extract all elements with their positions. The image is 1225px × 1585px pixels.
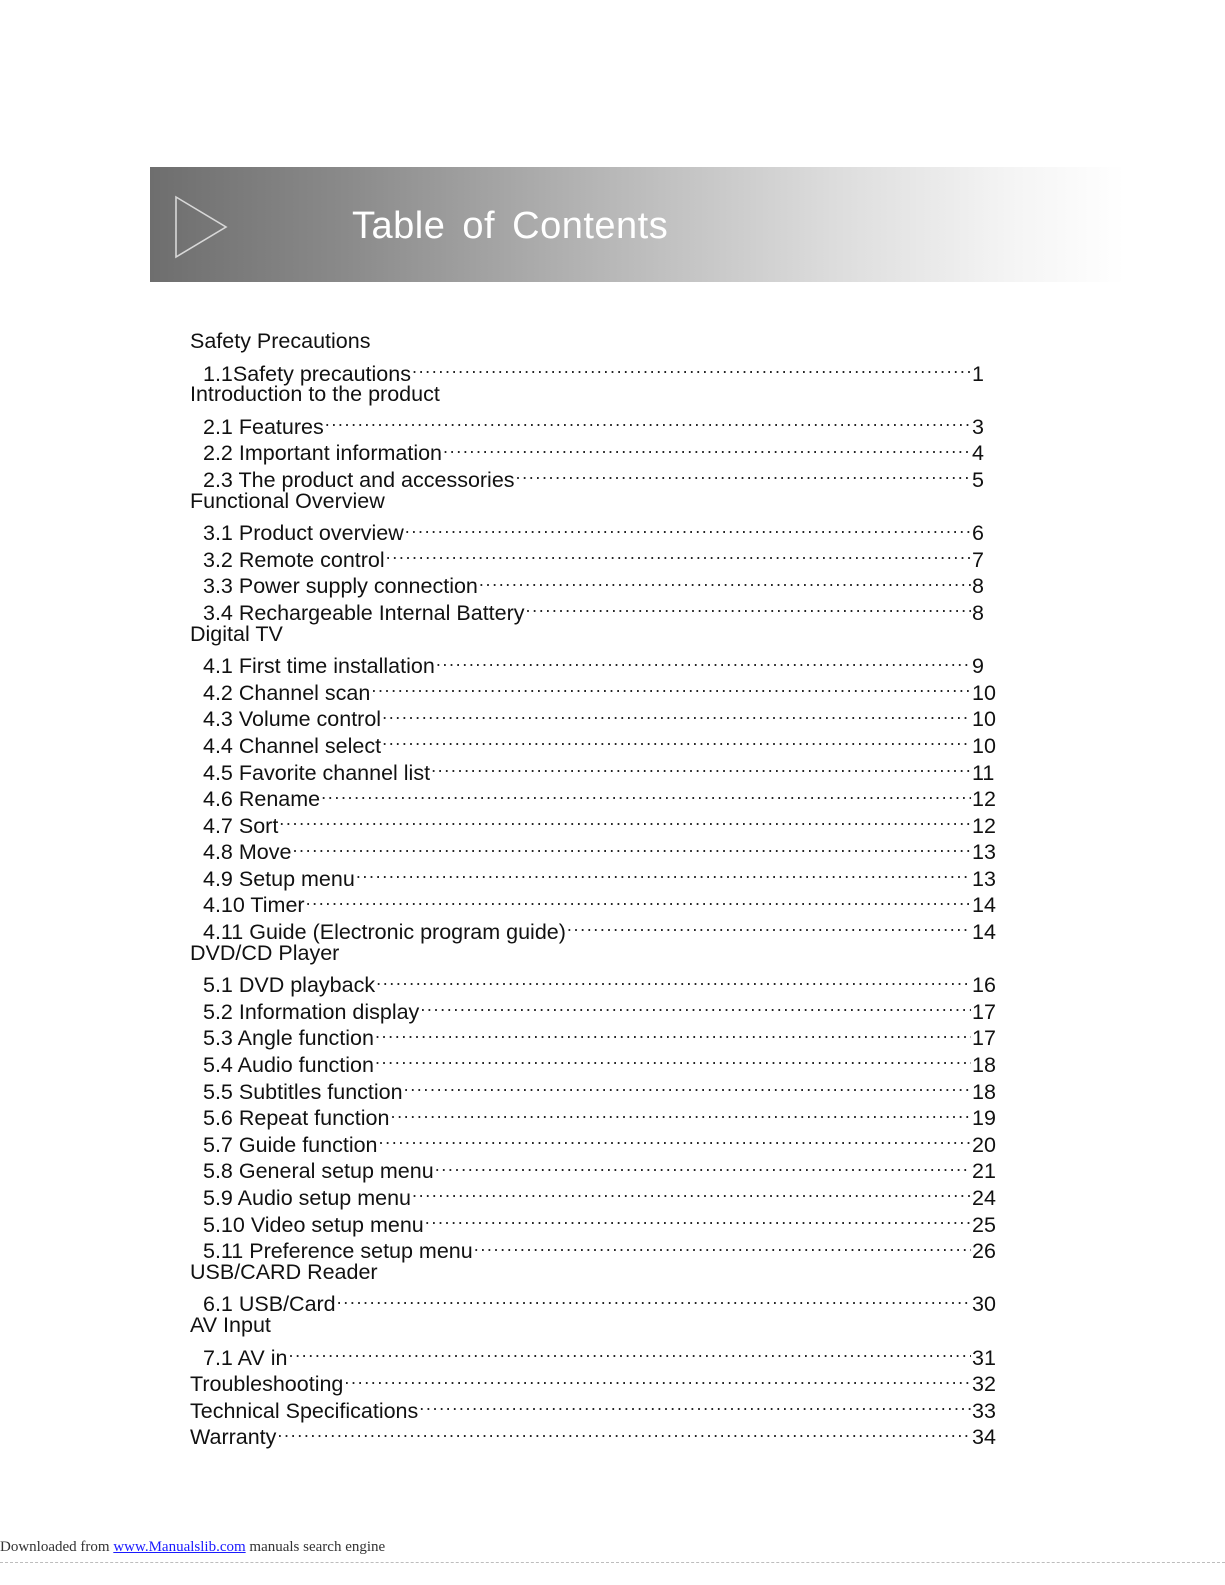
toc-page-number: 18 (972, 1079, 996, 1104)
toc-entry-label: 4.5 Favorite channel list (203, 760, 431, 785)
toc-page-number: 30 (972, 1292, 996, 1317)
dot-leader (375, 1046, 971, 1072)
toc-page-number: 10 (972, 680, 996, 705)
toc-page-number: 14 (972, 893, 996, 918)
toc-entry-label: 7.1 AV in (203, 1345, 288, 1370)
dot-leader (376, 966, 971, 992)
toc-page-number: 34 (972, 1425, 996, 1450)
toc-entry-label: 5.3 Angle function (203, 1026, 374, 1051)
toc-entry[interactable] (190, 913, 1000, 945)
toc-entry[interactable] (190, 860, 1000, 891)
toc-page-number: 13 (972, 866, 996, 891)
toc-entry-label: Technical Specifications (190, 1398, 419, 1423)
toc-entry[interactable] (190, 1339, 1000, 1370)
dot-leader (337, 1285, 971, 1311)
toc-page-number: 17 (972, 1026, 996, 1051)
page-title: Table of Contents (352, 205, 669, 247)
toc-entry-label: Introduction to the product (190, 382, 440, 407)
dot-leader (431, 754, 971, 780)
dot-leader (479, 567, 971, 593)
toc-entry[interactable] (190, 966, 1000, 998)
toc-entry-label: 5.9 Audio setup menu (203, 1186, 411, 1210)
toc-page-number: 10 (972, 733, 996, 758)
toc-entry-label: 5.10 Video setup menu (203, 1212, 424, 1237)
toc-page-number: 21 (972, 1159, 996, 1184)
toc-page-number: 33 (972, 1398, 996, 1423)
dot-leader (390, 1099, 971, 1125)
toc-entry-label: 6.1 USB/Card (203, 1292, 336, 1317)
toc-entry-label: 5.4 Audio function (203, 1053, 374, 1078)
toc-section[interactable] (190, 381, 1000, 408)
toc-entry-label: 3.3 Power supply connection (203, 574, 478, 599)
dot-leader (356, 860, 971, 886)
footer-link[interactable]: www.Manualslib.com (113, 1539, 246, 1555)
toc-entry-label: 2.2 Important information (203, 441, 443, 466)
toc-page-number: 10 (972, 707, 996, 732)
toc-entry[interactable] (190, 886, 1000, 918)
dot-leader (516, 461, 971, 487)
toc-entry[interactable] (190, 647, 1000, 679)
toc-page-number: 3 (972, 414, 984, 439)
toc-page-number: 20 (972, 1132, 996, 1157)
toc-entry-label: 4.11 Guide (Electronic program guide) (203, 920, 566, 945)
toc-entry[interactable] (190, 408, 1000, 439)
dot-leader (379, 1126, 971, 1152)
toc-entry-label: 4.2 Channel scan (203, 680, 371, 705)
dot-leader (526, 594, 971, 620)
dot-leader (292, 833, 971, 859)
toc-page-number: 24 (972, 1186, 996, 1210)
toc-entry-label: 3.1 Product overview (203, 521, 404, 546)
toc-entry-label: 4.4 Channel select (203, 733, 382, 758)
header-banner (150, 167, 1125, 282)
dot-leader (371, 674, 971, 700)
toc-page-number: 12 (972, 813, 996, 838)
toc-entry-label: 3.2 Remote control (203, 547, 385, 572)
toc-entry-label: Warranty (190, 1425, 277, 1450)
toc-page-number: 11 (972, 760, 995, 785)
dot-leader (321, 780, 971, 806)
toc-page-number: 7 (972, 547, 984, 572)
dot-leader (288, 1339, 971, 1365)
toc-entry-label: 4.7 Sort (203, 813, 279, 838)
toc-entry-label: 4.9 Setup menu (203, 866, 355, 891)
toc-entry-label: 4.3 Volume control (203, 707, 382, 732)
toc-entry-label: USB/CARD Reader (190, 1259, 378, 1284)
toc-page-number: 16 (972, 973, 996, 998)
toc-entry-label: Troubleshooting (190, 1372, 344, 1397)
dot-leader (412, 1179, 971, 1205)
toc-entry-label: Functional Overview (190, 488, 385, 513)
dot-leader (420, 993, 971, 1019)
dot-leader (443, 434, 971, 460)
dot-leader (567, 913, 971, 939)
dot-leader (325, 408, 971, 434)
toc-page-number: 9 (972, 654, 984, 679)
toc-entry-label: 5.8 General setup menu (203, 1159, 434, 1184)
dot-leader (382, 700, 971, 726)
footer-suffix: manuals search engine (245, 1539, 386, 1555)
dot-leader (419, 1392, 971, 1418)
dot-leader (436, 647, 971, 673)
dot-leader (412, 355, 971, 381)
toc-section[interactable] (190, 488, 1000, 515)
toc-page-number: 32 (972, 1372, 996, 1397)
toc-entry-label: 2.1 Features (203, 414, 324, 439)
footer-prefix: Downloaded from (0, 1539, 114, 1555)
toc-page-number: 4 (972, 441, 984, 466)
toc-section[interactable] (190, 1259, 1000, 1286)
toc-entry-label: 4.6 Rename (203, 787, 321, 812)
footer-divider (0, 1562, 1225, 1563)
toc-entry-label: 4.10 Timer (203, 893, 305, 918)
dot-leader (279, 807, 971, 833)
toc-entry-label: 4.8 Move (203, 840, 292, 865)
toc-page-number: 8 (972, 600, 984, 625)
toc-page-number: 17 (972, 999, 996, 1024)
toc-page-number: 18 (972, 1053, 996, 1078)
toc-entry-label: AV Input (190, 1312, 271, 1337)
toc-entry-label: 5.7 Guide function (203, 1132, 378, 1157)
dot-leader (425, 1206, 971, 1232)
toc-page-number: 14 (972, 920, 996, 945)
toc-page-number: 31 (972, 1345, 996, 1370)
toc-section[interactable] (190, 940, 1000, 967)
toc-entry-label: 5.5 Subtitles function (203, 1079, 403, 1104)
dot-leader (404, 1073, 971, 1099)
toc-entry-label: 5.11 Preference setup menu (203, 1239, 473, 1264)
toc-entry-label: 5.2 Information display (203, 999, 420, 1024)
toc-entry[interactable] (190, 1285, 1000, 1317)
dot-leader (344, 1365, 971, 1391)
toc-page-number: 6 (972, 521, 984, 546)
dot-leader (375, 1019, 971, 1045)
toc-entry[interactable] (190, 833, 1000, 865)
dot-leader (382, 727, 971, 753)
toc-entry[interactable] (190, 355, 1000, 386)
toc-page-number: 19 (972, 1106, 996, 1131)
toc-page-number: 12 (972, 787, 996, 812)
table-of-contents (190, 328, 1000, 1450)
toc-entry-label: 1.1Safety precautions (203, 361, 411, 386)
toc-entry-label: DVD/CD Player (190, 940, 340, 965)
dot-leader (306, 886, 971, 912)
dot-leader (386, 541, 971, 567)
toc-section[interactable] (190, 1365, 1000, 1397)
toc-entry-label: 5.1 DVD playback (203, 973, 376, 998)
toc-entry-label: 3.4 Rechargeable Internal Battery (203, 600, 525, 625)
toc-page-number: 13 (972, 840, 996, 865)
toc-section[interactable] (190, 1418, 1000, 1450)
footer-credit (0, 1539, 1225, 1556)
toc-entry-label: 2.3 The product and accessories (203, 467, 515, 492)
toc-entry[interactable] (190, 514, 1000, 546)
dot-leader (277, 1418, 971, 1444)
toc-section[interactable] (190, 328, 1000, 355)
toc-page-number: 8 (972, 574, 984, 599)
toc-page-number: 5 (972, 467, 984, 492)
play-triangle-icon (174, 195, 230, 259)
toc-entry-label: Digital TV (190, 621, 283, 646)
toc-entry-label: 4.1 First time installation (203, 654, 435, 679)
dot-leader (435, 1152, 971, 1178)
dot-leader (474, 1232, 971, 1258)
toc-entry[interactable] (190, 807, 1000, 838)
toc-page-number: 25 (972, 1212, 996, 1237)
toc-page-number: 26 (972, 1239, 996, 1264)
toc-page-number: 1 (972, 361, 984, 386)
dot-leader (405, 514, 971, 540)
toc-entry-label: Safety Precautions (190, 329, 371, 353)
toc-entry-label: 5.6 Repeat function (203, 1106, 390, 1131)
